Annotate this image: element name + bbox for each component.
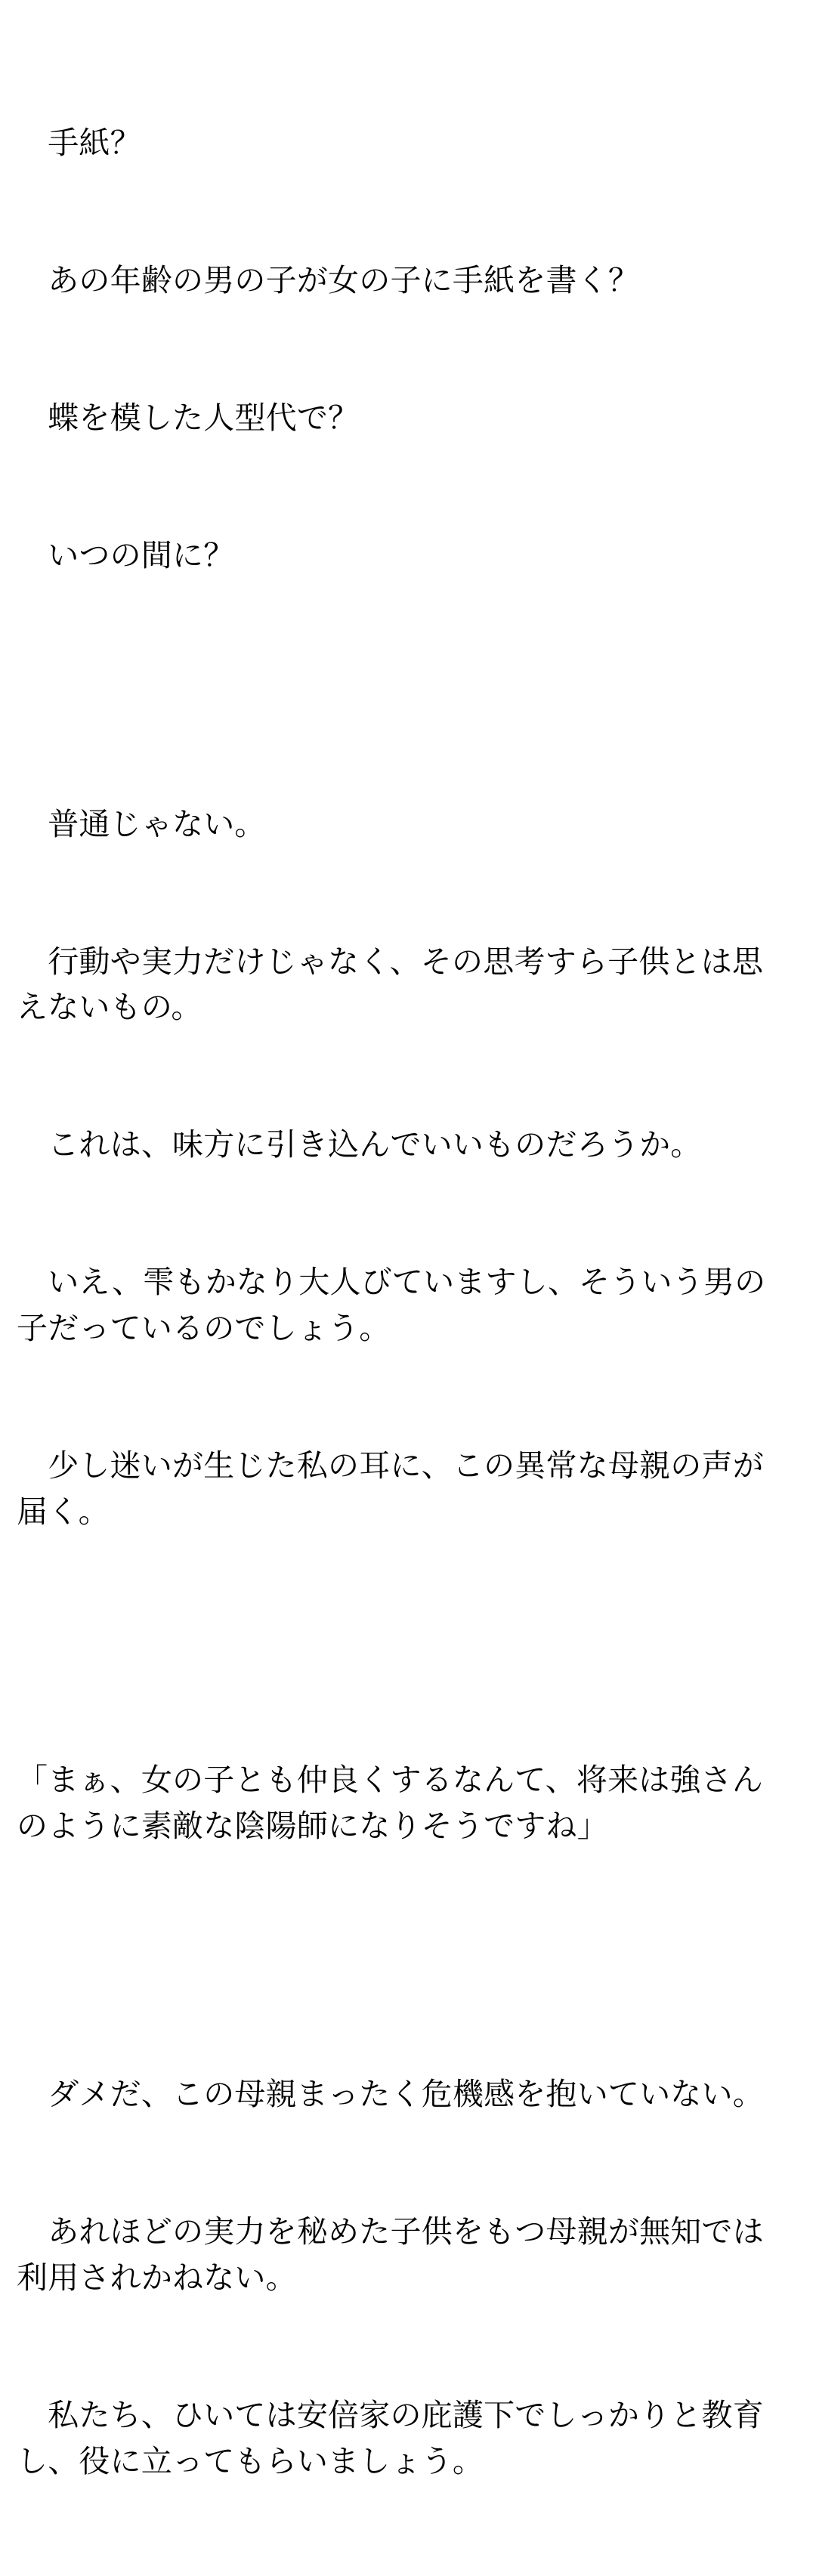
paragraph-line: 私たち、ひいては安倍家の庇護下でしっかりと教育し、役に立ってもらいましょう。 (17, 2396, 764, 2479)
paragraph-line: あれほどの実力を秘めた子供をもつ母親が無知では利用されかねない。 (17, 2213, 764, 2296)
paragraph-line: 蝶を模した人型代で？ (17, 400, 360, 437)
paragraph-line: いえ、雫もかなり大人びていますし、そういう男の子だっているのでしょう。 (17, 1264, 766, 1347)
text-block-3 (17, 1666, 793, 1941)
paragraph-line: いつの間に？ (17, 537, 235, 574)
paragraph-line: あの年齢の男の子が女の子に手紙を書く？ (17, 262, 640, 299)
paragraph-spacer (17, 670, 793, 709)
text-block-1 (17, 29, 793, 670)
text-block-2 (17, 709, 793, 1626)
paragraph-line: 普通じゃない。 (17, 805, 266, 842)
paragraph-spacer (17, 1626, 793, 1666)
paragraph-spacer (17, 1941, 793, 1980)
paragraph-line: 手紙？ (17, 125, 141, 162)
paragraph-line: 少し迷いが生じた私の耳に、この異常な母親の声が届く。 (17, 1447, 764, 1530)
paragraph-line: これは、味方に引き込んでいいものだろうか。 (17, 1126, 702, 1163)
paragraph-line: 「まぁ、女の子とも仲良くするなんて、将来は強さんのように素敵な陰陽師になりそうですね」 (17, 1762, 764, 1844)
text-block-4 (17, 1980, 793, 2576)
paragraph-line: 行動や実力だけじゃなく、その思考すら子供とは思えないもの。 (17, 943, 764, 1026)
paragraph-line: ダメだ、この母親まったく危機感を抱いていない。 (17, 2076, 764, 2113)
